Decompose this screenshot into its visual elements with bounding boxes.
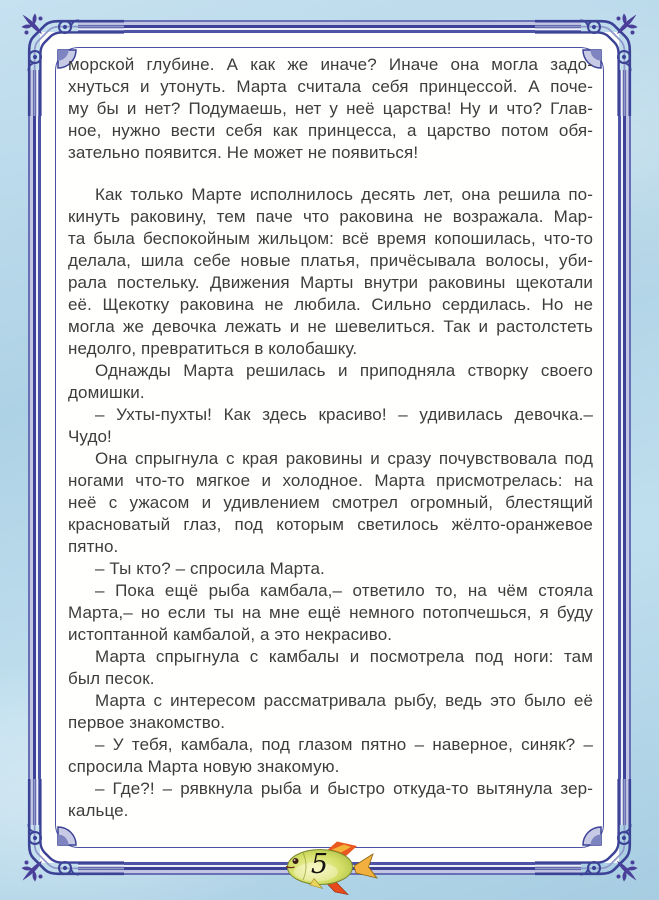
text-line: домишки. [68,383,145,402]
paragraph [68,646,593,690]
text-line: истоптанной камбалой, а это некрасиво. [68,625,393,644]
text-line: Марта спрыгнула с камбалы и посмотрела под ноги: там [95,647,593,666]
text-line: спросила Марта новую знакомую. [68,757,340,776]
paragraph [68,778,593,822]
text-line: был песок. [68,669,155,688]
story-text [68,54,593,822]
text-line: морской глубине. А как же иначе? Иначе она могла задо- [68,55,593,74]
frame-border-left [28,102,41,793]
paragraph [68,558,593,580]
text-line: – Ты кто? – спросила Марта. [95,559,325,578]
text-line: Марта,– но если ты на мне ещё немного потопчешься, я буду [68,603,593,622]
paragraph [68,734,593,778]
page-number: 5 [310,849,329,880]
text-line: красноватый глаз, под которым светилось жёлто-оранжевое [68,515,593,534]
text-line: му бы и нет? Подумаешь, нет у неё царства! Ну и что? Глав- [68,99,593,118]
decorative-frame [28,20,631,880]
paragraph [68,184,593,360]
text-line: – Ухты-пухты! Как здесь красиво! – удивилась девочка.– [95,405,593,424]
text-line: кинуть раковину, тем паче что раковина не возражала. Мар- [68,207,593,226]
text-line: – Где?! – рявкнула рыба и быстро откуда-то вытянула зер- [95,779,593,798]
text-line: Однажды Марта решилась и приподняла створку своего [95,361,593,380]
text-line: Марта с интересом рассматривала рыбу, ведь это было её [95,691,593,710]
text-line: недолго, превратиться в колобашку. [68,339,358,358]
text-line: Она спрыгнула с края раковины и сразу почувствовала под [95,449,593,468]
text-line: неё с ужасом и удивлением смотрел огромный, блестящий [68,493,593,512]
paragraph [68,360,593,404]
paragraph [68,404,593,448]
text-line: ногами что-то мягкое и холодное. Марта присмотрелась: на [68,471,593,490]
text-line: хнуться и утонуть. Марта считала себя принцессой. А поче- [68,77,593,96]
text-line: пятно. [68,537,119,556]
text-line: кальце. [68,801,129,820]
frame-border-top [110,20,549,33]
text-line: делала, шила себе новые платья, причёсывала волосы, уби- [68,251,593,270]
text-line: её. Щекотку раковина не любила. Сильно сердилась. Но не [68,295,593,314]
text-line: Чудо! [68,427,112,446]
text-line: зательно появится. Не может не появиться! [68,143,419,162]
paragraph [68,54,593,164]
frame-border-right [618,102,631,793]
text-line: первое знакомство. [68,713,226,732]
text-line: могла же девочка лежать и не шевелиться. Так и растолстеть [68,317,593,336]
paragraph [68,580,593,646]
text-line: рала постельку. Движения Марты внутри раковины щекотали [68,273,593,292]
text-line: – Пока ещё рыба камбала,– ответило то, на чём стояла [95,581,593,600]
paragraph [68,448,593,558]
page-number-fish [280,840,380,896]
text-line: – У тебя, камбала, под глазом пятно – наверное, синяк? – [95,735,593,754]
paragraph [68,690,593,734]
text-line: ное, нужно вести себя как принцесса, а царство потом обя- [68,121,593,140]
text-line: Как только Марте исполнилось десять лет, она решила по- [95,185,593,204]
text-line: та была беспокойным жильцом: всё время копошилась, что-то [68,229,593,248]
